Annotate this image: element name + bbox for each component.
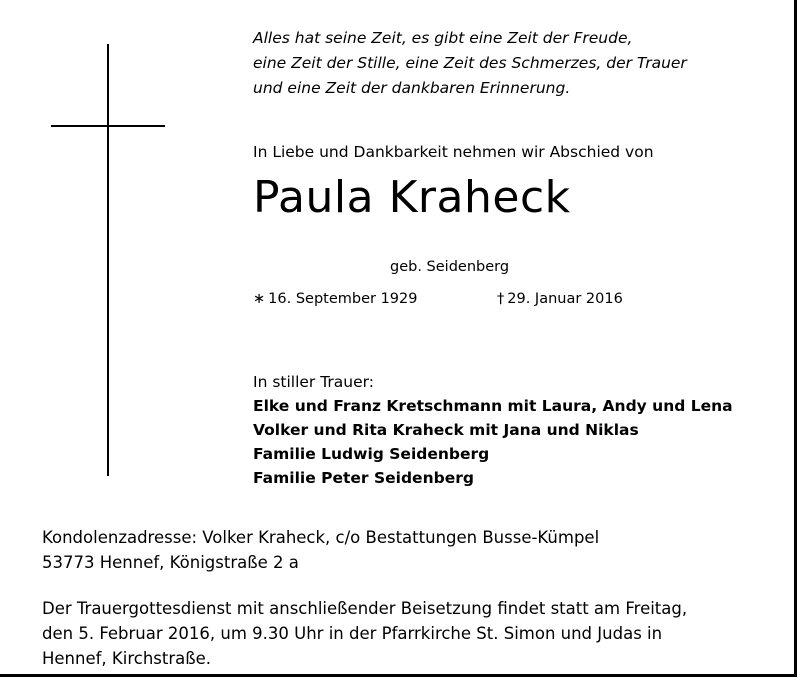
birth-star-icon: ∗ [253, 291, 266, 307]
mourner-family: Familie Ludwig Seidenberg [253, 445, 490, 463]
condolence-address [42, 525, 599, 575]
deceased-name: Paula Kraheck [253, 172, 571, 223]
mourners-section [253, 370, 733, 490]
service-line: Hennef, Kirchstraße. [42, 649, 212, 668]
death-dagger-icon: † [497, 291, 505, 307]
death-info [497, 291, 623, 307]
maiden-name: geb. Seidenberg [390, 259, 510, 275]
cross-icon-vertical-beam [107, 44, 109, 476]
funeral-service-info [42, 596, 687, 671]
poem-line: und eine Zeit der dankbaren Erinnerung. [253, 79, 571, 97]
poem-line: eine Zeit der Stille, eine Zeit des Schmerzes, der Trauer [253, 54, 687, 72]
condolence-line: 53773 Hennef, Königstraße 2 a [42, 553, 299, 572]
birth-info [253, 291, 417, 307]
condolence-line: Kondolenzadresse: Volker Kraheck, c/o Bestattungen Busse-Kümpel [42, 528, 600, 547]
cross-icon-horizontal-beam [51, 125, 165, 127]
mourner-family: Familie Peter Seidenberg [253, 469, 474, 487]
birth-date: 16. September 1929 [268, 291, 418, 307]
mourner-family: Elke und Franz Kretschmann mit Laura, Andy und Lena [253, 397, 733, 415]
poem-line: Alles hat seine Zeit, es gibt eine Zeit der Freude, [253, 29, 633, 47]
farewell-intro: In Liebe und Dankbarkeit nehmen wir Abschied von [253, 143, 654, 161]
mourners-label: In stiller Trauer: [253, 373, 374, 391]
service-line: Der Trauergottesdienst mit anschließender Beisetzung findet statt am Freitag, [42, 599, 688, 618]
death-date: 29. Januar 2016 [507, 291, 623, 307]
poem [253, 26, 687, 101]
mourner-family: Volker und Rita Kraheck mit Jana und Niklas [253, 421, 639, 439]
service-line: den 5. Februar 2016, um 9.30 Uhr in der Pfarrkirche St. Simon und Judas in [42, 624, 663, 643]
